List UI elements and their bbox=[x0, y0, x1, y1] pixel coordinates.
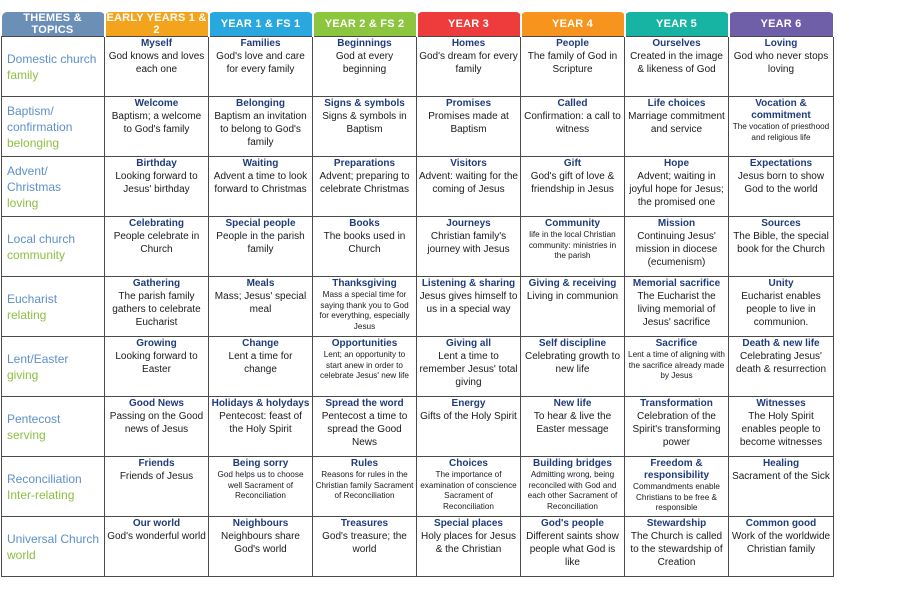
unit-cell bbox=[105, 337, 209, 397]
unit-cell bbox=[521, 457, 625, 517]
unit-cell bbox=[209, 517, 313, 577]
unit-cell bbox=[313, 517, 417, 577]
table-row bbox=[2, 217, 834, 277]
unit-title: Good News bbox=[128, 398, 184, 409]
topic-name: Local church bbox=[7, 232, 76, 246]
table-row bbox=[2, 517, 834, 577]
unit-description: Mass a special time for saying thank you to God for everything, especially Jesus bbox=[319, 290, 410, 331]
unit-description: Marriage commitment and service bbox=[628, 111, 725, 135]
unit-title: Spread the word bbox=[325, 398, 404, 409]
unit-cell bbox=[521, 277, 625, 337]
unit-description: The parish family gathers to celebrate Eucharist bbox=[112, 291, 201, 328]
topic-value: Inter-relating bbox=[7, 488, 75, 502]
unit-description: Friends of Jesus bbox=[119, 471, 194, 482]
unit-cell bbox=[209, 337, 313, 397]
topic-value: community bbox=[7, 248, 66, 262]
unit-cell bbox=[521, 97, 625, 157]
topic-cell bbox=[2, 97, 105, 157]
topic-cell bbox=[2, 37, 105, 97]
unit-description: Created in the image & likeness of God bbox=[630, 51, 723, 75]
unit-description: Lent a time for change bbox=[228, 351, 293, 375]
unit-description: Reasons for rules in the Christian family Sacrament of Reconciliation bbox=[315, 470, 414, 500]
unit-cell bbox=[625, 277, 729, 337]
unit-description: Mass; Jesus' special meal bbox=[214, 291, 307, 315]
unit-description: To hear & live the Easter message bbox=[533, 411, 612, 435]
table-row bbox=[2, 397, 834, 457]
table-row bbox=[2, 277, 834, 337]
unit-description: Jesus born to show God to the world bbox=[737, 171, 825, 195]
unit-cell bbox=[313, 457, 417, 517]
topic-name: Domestic church bbox=[7, 52, 97, 66]
unit-cell bbox=[313, 157, 417, 217]
unit-cell bbox=[209, 97, 313, 157]
unit-description: People celebrate in Church bbox=[113, 231, 200, 255]
topic-cell bbox=[2, 397, 105, 457]
unit-cell bbox=[313, 397, 417, 457]
unit-description: Lent a time to remember Jesus' total giving bbox=[419, 351, 518, 388]
unit-description: The family of God in Scripture bbox=[527, 51, 618, 75]
unit-cell bbox=[313, 277, 417, 337]
unit-description: Looking forward to Easter bbox=[115, 351, 198, 375]
unit-description: Admitting wrong, being reconciled with God and each other Sacrament of Reconciliation bbox=[527, 470, 618, 511]
unit-description: The Bible, the special book for the Church bbox=[733, 231, 829, 255]
unit-title: Memorial sacrifice bbox=[632, 278, 721, 289]
unit-description: God knows and loves each one bbox=[108, 51, 205, 75]
topic-cell bbox=[2, 457, 105, 517]
topic-name: Lent/Easter bbox=[7, 352, 69, 366]
unit-title: Stewardship bbox=[646, 518, 707, 529]
unit-cell bbox=[729, 457, 834, 517]
unit-title: Birthday bbox=[136, 158, 177, 169]
unit-cell bbox=[209, 397, 313, 457]
unit-title: Celebrating bbox=[128, 218, 184, 229]
unit-cell bbox=[521, 517, 625, 577]
unit-description: Pentecost a time to spread the Good News bbox=[321, 411, 408, 448]
unit-title: Life choices bbox=[647, 98, 706, 109]
unit-description: Commandments enable Christians to be free & responsible bbox=[633, 482, 720, 512]
unit-title: Friends bbox=[138, 458, 175, 469]
unit-cell bbox=[105, 37, 209, 97]
header-year-4: YEAR 4 bbox=[521, 12, 625, 37]
header-year-6: YEAR 6 bbox=[729, 12, 834, 37]
unit-cell bbox=[209, 157, 313, 217]
unit-title: Meals bbox=[246, 278, 275, 289]
unit-title: Special places bbox=[434, 518, 503, 529]
topic-value: family bbox=[7, 68, 39, 82]
topic-name: Baptism/ confirmation bbox=[7, 104, 73, 134]
unit-title: Myself bbox=[140, 38, 173, 49]
table-body bbox=[2, 37, 834, 577]
unit-description: Passing on the Good news of Jesus bbox=[109, 411, 204, 435]
table-row bbox=[2, 457, 834, 517]
unit-cell bbox=[105, 517, 209, 577]
unit-title: God's people bbox=[541, 518, 604, 529]
unit-cell bbox=[625, 37, 729, 97]
table-row bbox=[2, 157, 834, 217]
unit-description: Sacrament of the Sick bbox=[732, 471, 830, 482]
unit-description: Celebrating growth to new life bbox=[524, 351, 621, 375]
unit-cell bbox=[209, 277, 313, 337]
unit-title: New life bbox=[553, 398, 592, 409]
unit-title: Giving all bbox=[445, 338, 491, 349]
unit-cell bbox=[625, 397, 729, 457]
header-year-5: YEAR 5 bbox=[625, 12, 729, 37]
unit-title: Being sorry bbox=[232, 458, 289, 469]
unit-title: Belonging bbox=[236, 98, 285, 109]
unit-title: Thanksgiving bbox=[332, 278, 397, 289]
unit-description: Baptism an invitation to belong to God's family bbox=[214, 111, 307, 148]
table-row bbox=[2, 97, 834, 157]
unit-title: Mission bbox=[657, 218, 696, 229]
unit-description: Pentecost: feast of the Holy Spirit bbox=[219, 411, 302, 435]
unit-description: People in the parish family bbox=[216, 231, 305, 255]
unit-description: The books used in Church bbox=[323, 231, 406, 255]
topic-cell bbox=[2, 337, 105, 397]
unit-cell bbox=[625, 97, 729, 157]
unit-title: Called bbox=[557, 98, 588, 109]
unit-description: Christian family's journey with Jesus bbox=[427, 231, 510, 255]
unit-description: Different saints show people what God is like bbox=[526, 531, 619, 568]
unit-cell bbox=[417, 37, 521, 97]
unit-description: The Eucharist the living memorial of Jesus' sacrifice bbox=[637, 291, 716, 328]
unit-cell bbox=[729, 97, 834, 157]
unit-cell bbox=[521, 37, 625, 97]
unit-title: Sacrifice bbox=[655, 338, 698, 349]
unit-description: Neighbours share God's world bbox=[221, 531, 300, 555]
unit-title: Giving & receiving bbox=[528, 278, 617, 289]
unit-description: Eucharist enables people to live in communion. bbox=[741, 291, 821, 328]
unit-title: Preparations bbox=[333, 158, 396, 169]
unit-description: God's love and care for every family bbox=[216, 51, 305, 75]
unit-cell bbox=[105, 457, 209, 517]
topic-cell bbox=[2, 277, 105, 337]
unit-cell bbox=[417, 337, 521, 397]
unit-description: God's dream for every family bbox=[419, 51, 518, 75]
topic-value: serving bbox=[7, 428, 46, 442]
topic-value: belonging bbox=[7, 136, 60, 150]
unit-description: Celebrating Jesus' death & resurrection bbox=[735, 351, 827, 375]
unit-description: life in the local Christian community: ministries in the parish bbox=[528, 230, 617, 260]
unit-title: Freedom & responsibility bbox=[643, 458, 709, 481]
unit-description: Promises made at Baptism bbox=[428, 111, 509, 135]
unit-cell bbox=[105, 397, 209, 457]
unit-title: People bbox=[556, 38, 589, 49]
unit-title: Witnesses bbox=[756, 398, 806, 409]
unit-title: Signs & symbols bbox=[324, 98, 405, 109]
unit-description: God's wonderful world bbox=[107, 531, 206, 542]
unit-cell bbox=[729, 397, 834, 457]
unit-title: Vocation & commitment bbox=[751, 98, 811, 121]
unit-title: Sources bbox=[761, 218, 801, 229]
unit-cell bbox=[417, 397, 521, 457]
unit-cell bbox=[105, 97, 209, 157]
unit-description: Baptism; a welcome to God's family bbox=[111, 111, 202, 135]
unit-description: Celebration of the Spirit's transforming power bbox=[632, 411, 721, 448]
unit-title: Waiting bbox=[242, 158, 279, 169]
topic-name: Advent/ Christmas bbox=[7, 164, 62, 194]
unit-description: Lent; an opportunity to start anew in order to celebrate Jesus' new life bbox=[320, 350, 409, 380]
unit-cell bbox=[521, 217, 625, 277]
unit-description: God who never stops loving bbox=[733, 51, 829, 75]
unit-cell bbox=[313, 217, 417, 277]
unit-description: Holy places for Jesus & the Christian bbox=[420, 531, 517, 555]
unit-cell bbox=[417, 457, 521, 517]
unit-description: Looking forward to Jesus' birthday bbox=[115, 171, 198, 195]
unit-cell bbox=[417, 97, 521, 157]
unit-title: Visitors bbox=[450, 158, 487, 169]
unit-title: Ourselves bbox=[652, 38, 701, 49]
unit-cell bbox=[313, 37, 417, 97]
unit-cell bbox=[729, 277, 834, 337]
unit-cell bbox=[521, 337, 625, 397]
topic-name: Reconciliation bbox=[7, 472, 82, 486]
unit-title: Change bbox=[242, 338, 279, 349]
unit-title: Unity bbox=[768, 278, 794, 289]
unit-title: Self discipline bbox=[538, 338, 607, 349]
topic-value: relating bbox=[7, 308, 47, 322]
unit-cell bbox=[209, 457, 313, 517]
header-year-2: YEAR 2 & FS 2 bbox=[313, 12, 417, 37]
unit-title: Energy bbox=[451, 398, 486, 409]
unit-description: God's gift of love & friendship in Jesus bbox=[530, 171, 615, 195]
unit-title: Loving bbox=[764, 38, 798, 49]
unit-description: The importance of examination of conscience Sacrament of Reconciliation bbox=[420, 470, 517, 511]
topic-name: Pentecost bbox=[7, 412, 61, 426]
unit-cell bbox=[105, 157, 209, 217]
unit-cell bbox=[105, 277, 209, 337]
unit-title: Community bbox=[545, 218, 600, 229]
topic-cell bbox=[2, 157, 105, 217]
unit-title: Promises bbox=[445, 98, 492, 109]
unit-title: Listening & sharing bbox=[421, 278, 516, 289]
unit-title: Building bridges bbox=[533, 458, 612, 469]
unit-title: Families bbox=[240, 38, 281, 49]
unit-title: Special people bbox=[225, 218, 296, 229]
unit-description: Advent; preparing to celebrate Christmas bbox=[319, 171, 410, 195]
unit-description: God helps us to choose well Sacrament of Reconciliation bbox=[217, 470, 304, 500]
unit-cell bbox=[417, 277, 521, 337]
unit-cell bbox=[417, 157, 521, 217]
unit-title: Transformation bbox=[640, 398, 713, 409]
header-early-years: EARLY YEARS 1 & 2 bbox=[106, 12, 207, 36]
unit-cell bbox=[729, 217, 834, 277]
unit-title: Holidays & holydays bbox=[211, 398, 310, 409]
unit-cell bbox=[417, 217, 521, 277]
unit-description: Work of the worldwide Christian family bbox=[731, 531, 831, 555]
unit-title: Treasures bbox=[340, 518, 389, 529]
unit-cell bbox=[313, 97, 417, 157]
unit-cell bbox=[209, 37, 313, 97]
unit-cell bbox=[729, 157, 834, 217]
unit-cell bbox=[625, 217, 729, 277]
unit-title: Rules bbox=[350, 458, 379, 469]
topic-value: loving bbox=[7, 196, 39, 210]
unit-description: The Holy Spirit enables people to become witnesses bbox=[739, 411, 823, 448]
header-row bbox=[2, 12, 834, 37]
unit-description: Living in communion bbox=[526, 291, 619, 302]
unit-cell bbox=[105, 217, 209, 277]
unit-title: Opportunities bbox=[331, 338, 398, 349]
unit-description: Advent a time to look forward to Christmas bbox=[213, 171, 308, 195]
topic-value: world bbox=[7, 548, 36, 562]
unit-description: Confirmation: a call to witness bbox=[524, 111, 621, 135]
unit-cell bbox=[417, 517, 521, 577]
unit-title: Gathering bbox=[132, 278, 181, 289]
unit-title: Hope bbox=[664, 158, 689, 169]
unit-cell bbox=[313, 337, 417, 397]
unit-title: Welcome bbox=[134, 98, 179, 109]
unit-cell bbox=[729, 37, 834, 97]
unit-cell bbox=[729, 337, 834, 397]
header-themes-topics: THEMES & TOPICS bbox=[2, 12, 105, 37]
header-year-3: YEAR 3 bbox=[417, 12, 521, 37]
unit-title: Gift bbox=[563, 158, 582, 169]
unit-description: The Church is called to the stewardship of Creation bbox=[630, 531, 723, 568]
unit-description: God at every beginning bbox=[335, 51, 394, 75]
table-row bbox=[2, 337, 834, 397]
unit-title: Homes bbox=[451, 38, 486, 49]
unit-description: Advent; waiting in joyful hope for Jesus; the promised one bbox=[629, 171, 724, 208]
unit-cell bbox=[209, 217, 313, 277]
topic-cell bbox=[2, 517, 105, 577]
topic-cell bbox=[2, 217, 105, 277]
unit-description: Lent a time of aligning with the sacrifice already made by Jesus bbox=[628, 350, 725, 380]
unit-cell bbox=[521, 157, 625, 217]
topic-name: Eucharist bbox=[7, 292, 58, 306]
unit-title: Healing bbox=[762, 458, 800, 469]
unit-description: Jesus gives himself to us in a special way bbox=[419, 291, 518, 315]
unit-description: Gifts of the Holy Spirit bbox=[420, 411, 517, 422]
unit-description: Continuing Jesus' mission in diocese (ecumenism) bbox=[635, 231, 718, 268]
unit-title: Beginnings bbox=[337, 38, 392, 49]
unit-title: Journeys bbox=[446, 218, 491, 229]
unit-title: Death & new life bbox=[742, 338, 820, 349]
header-year-1: YEAR 1 & FS 1 bbox=[209, 12, 313, 37]
unit-title: Growing bbox=[136, 338, 177, 349]
unit-title: Choices bbox=[449, 458, 488, 469]
unit-title: Neighbours bbox=[232, 518, 289, 529]
unit-title: Books bbox=[349, 218, 380, 229]
unit-description: Signs & symbols in Baptism bbox=[322, 111, 407, 135]
unit-description: The vocation of priesthood and religious life bbox=[732, 122, 830, 142]
unit-cell bbox=[625, 517, 729, 577]
unit-cell bbox=[729, 517, 834, 577]
topic-value: giving bbox=[7, 368, 39, 382]
unit-cell bbox=[625, 337, 729, 397]
unit-cell bbox=[625, 457, 729, 517]
curriculum-table bbox=[1, 12, 835, 577]
unit-title: Expectations bbox=[749, 158, 813, 169]
unit-cell bbox=[521, 397, 625, 457]
unit-description: Advent: waiting for the coming of Jesus bbox=[419, 171, 518, 195]
topic-name: Universal Church bbox=[7, 532, 100, 546]
unit-description: God's treasure; the world bbox=[322, 531, 407, 555]
table-row bbox=[2, 37, 834, 97]
unit-cell bbox=[625, 157, 729, 217]
unit-title: Common good bbox=[745, 518, 817, 529]
unit-title: Our world bbox=[132, 518, 181, 529]
